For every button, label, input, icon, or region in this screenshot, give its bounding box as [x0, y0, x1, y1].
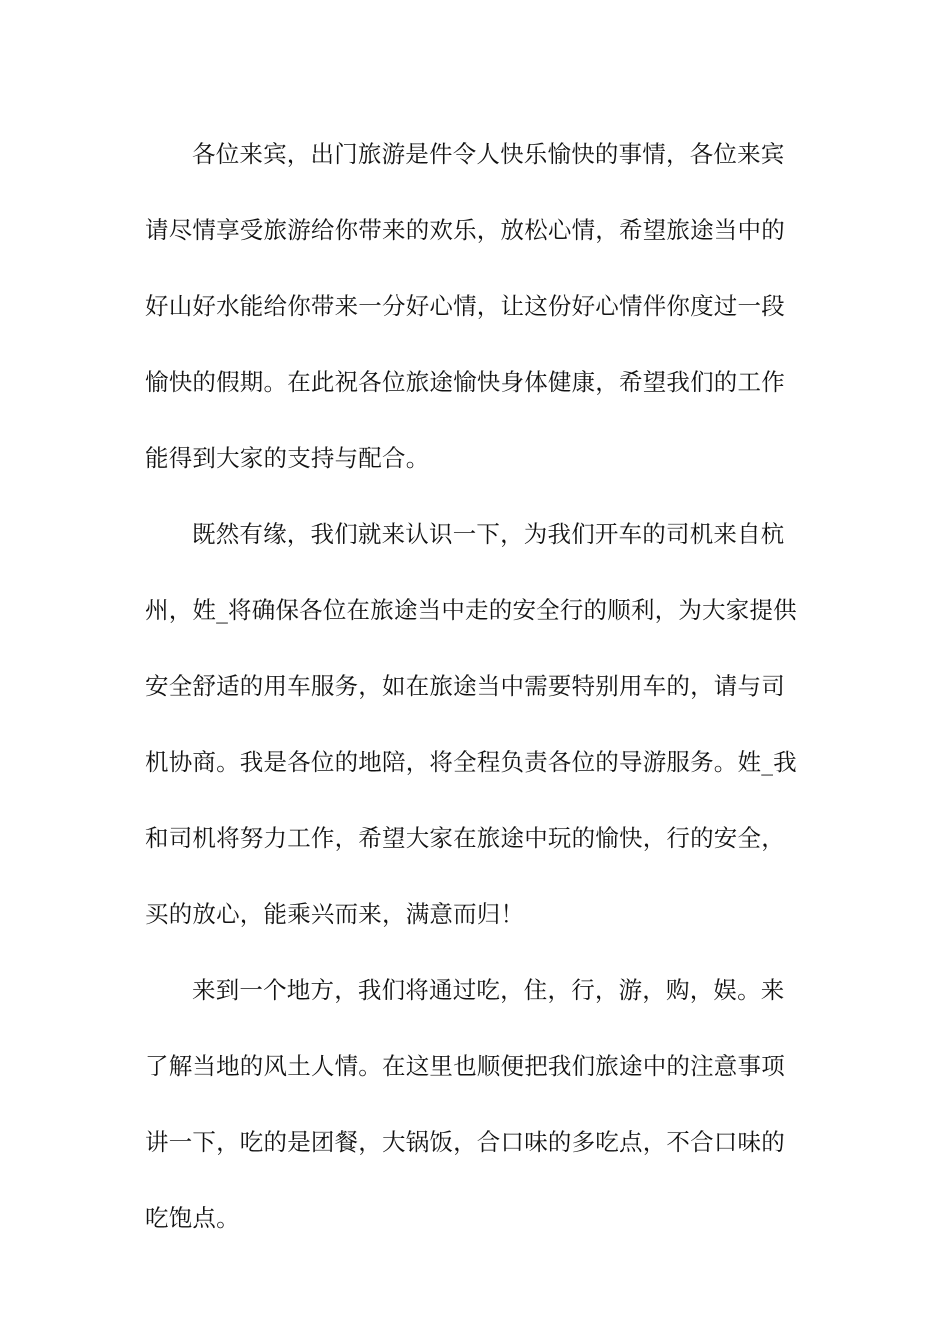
document-body	[145, 124, 810, 1264]
text-line: 愉快的假期。在此祝各位旅途愉快身体健康，希望我们的工作	[145, 368, 785, 396]
text-line: 州，姓_将确保各位在旅途当中走的安全行的顺利，为大家提供	[145, 596, 797, 624]
text-line: 好山好水能给你带来一分好心情，让这份好心情伴你度过一段	[145, 292, 785, 320]
text-line: 买的放心，能乘兴而来，满意而归！	[145, 900, 525, 928]
text-line: 能得到大家的支持与配合。	[145, 444, 430, 472]
paragraph-welcome	[145, 124, 810, 504]
text-line: 请尽情享受旅游给你带来的欢乐，放松心情，希望旅途当中的	[145, 216, 785, 244]
text-line: 安全舒适的用车服务，如在旅途当中需要特别用车的，请与司	[145, 672, 785, 700]
paragraph-introduction	[145, 504, 810, 960]
text-line: 既然有缘，我们就来认识一下，为我们开车的司机来自杭	[192, 520, 785, 548]
text-line: 和司机将努力工作，希望大家在旅途中玩的愉快，行的安全，	[145, 824, 785, 852]
paragraph-notes	[145, 960, 810, 1264]
text-line: 来到一个地方，我们将通过吃，住，行，游，购，娱。来	[192, 976, 785, 1004]
text-line: 各位来宾，出门旅游是件令人快乐愉快的事情，各位来宾	[192, 140, 785, 168]
text-line: 了解当地的风土人情。在这里也顺便把我们旅途中的注意事项	[145, 1052, 785, 1080]
text-line: 讲一下，吃的是团餐，大锅饭，合口味的多吃点，不合口味的	[145, 1128, 785, 1156]
text-line: 吃饱点。	[145, 1204, 240, 1232]
text-line: 机协商。我是各位的地陪，将全程负责各位的导游服务。姓_我	[145, 748, 797, 776]
